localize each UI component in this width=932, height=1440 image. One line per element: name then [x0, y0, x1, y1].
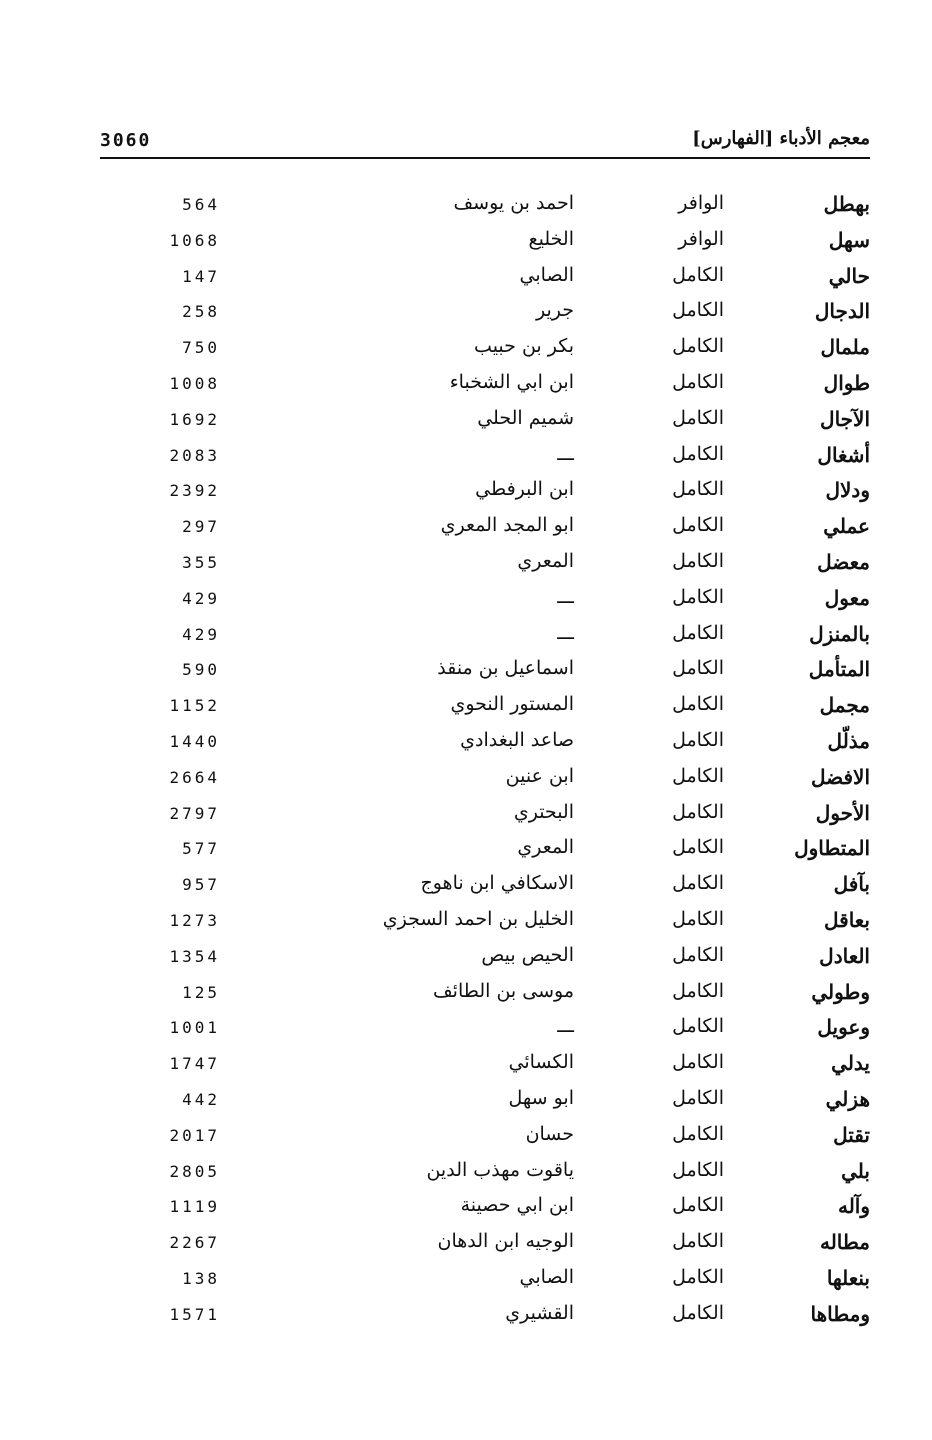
index-row — [0, 192, 932, 228]
rhyme-word: الافضل — [810, 764, 870, 789]
index-row — [0, 836, 932, 872]
poet-name: الخليل بن احمد السجزي — [382, 907, 574, 930]
rhyme-word: بلي — [841, 1158, 870, 1183]
poet-name: الصابي — [519, 263, 574, 286]
index-row — [0, 944, 932, 980]
index-row — [0, 1015, 932, 1051]
page-reference: 1571 — [169, 1304, 220, 1324]
poet-name: الكسائي — [508, 1051, 574, 1074]
page-reference: 355 — [182, 552, 220, 572]
poetic-meter: الكامل — [672, 1051, 724, 1074]
poet-name: القشيري — [505, 1301, 574, 1324]
index-row — [0, 1194, 932, 1230]
poet-name: الصابي — [519, 1265, 574, 1288]
poetic-meter: الكامل — [672, 585, 724, 608]
index-row — [0, 765, 932, 801]
page-reference: 2267 — [169, 1233, 220, 1253]
rhyme-word: المتطاول — [794, 836, 870, 861]
rhyme-word: طوال — [823, 370, 870, 395]
rhyme-word: بنعلها — [826, 1265, 870, 1290]
page-number: 3060 — [100, 130, 152, 151]
index-row — [0, 980, 932, 1016]
running-title: معجم الأدباء [الفهارس] — [692, 128, 870, 149]
index-row — [0, 908, 932, 944]
poetic-meter: الكامل — [672, 406, 724, 429]
poetic-meter: الكامل — [672, 1158, 724, 1181]
index-row — [0, 622, 932, 658]
index-row — [0, 1302, 932, 1338]
index-row — [0, 801, 932, 837]
rhyme-word: الأحول — [815, 800, 870, 825]
page-reference: 1692 — [169, 409, 220, 429]
poet-name: المعري — [517, 549, 574, 572]
rhyme-word: هزلي — [825, 1086, 870, 1111]
poet-name: بكر بن حبيب — [474, 335, 574, 358]
index-row — [0, 407, 932, 443]
poet-name: ابن ابي الشخباء — [449, 370, 574, 393]
poet-name: المستور النحوي — [450, 693, 574, 716]
poetic-meter: الكامل — [672, 1086, 724, 1109]
poetic-meter: الكامل — [672, 1265, 724, 1288]
poet-name: جرير — [536, 299, 574, 322]
index-row — [0, 693, 932, 729]
page-reference: 1068 — [169, 230, 220, 250]
rhyme-word: ودلال — [825, 478, 870, 503]
poet-name: ابن ابي حصينة — [460, 1194, 574, 1217]
page-reference: 2083 — [169, 445, 220, 465]
poet-name: حسان — [525, 1122, 574, 1145]
index-row — [0, 443, 932, 479]
poetic-meter: الكامل — [672, 800, 724, 823]
poet-name: البحتري — [513, 800, 574, 823]
rhyme-word: وآله — [837, 1194, 870, 1219]
rhyme-word: بهطل — [823, 192, 870, 216]
page-reference: 1008 — [169, 373, 220, 393]
rhyme-word: ملمال — [820, 335, 870, 360]
page-reference: 1119 — [169, 1197, 220, 1217]
poet-name: ـــ — [557, 621, 574, 644]
page-reference: 1273 — [169, 910, 220, 930]
poet-name: المعري — [517, 836, 574, 859]
poetic-meter: الكامل — [672, 693, 724, 716]
index-row — [0, 1123, 932, 1159]
rhyme-word: الدجال — [814, 299, 870, 324]
rhyme-word: معضل — [817, 549, 870, 574]
poetic-meter: الكامل — [672, 836, 724, 859]
page-reference: 258 — [182, 302, 220, 322]
index-row — [0, 1051, 932, 1087]
page-reference: 429 — [182, 624, 220, 644]
page-reference: 429 — [182, 588, 220, 608]
rhyme-word: العادل — [819, 943, 870, 968]
poetic-meter: الكامل — [672, 335, 724, 358]
page-reference: 750 — [182, 338, 220, 358]
poet-name: ياقوت مهذب الدين — [426, 1158, 574, 1181]
rhyme-word: الآجال — [820, 406, 870, 431]
page-reference: 297 — [182, 517, 220, 537]
page-reference: 1152 — [169, 696, 220, 716]
index-row — [0, 299, 932, 335]
rhyme-word: مطاله — [819, 1230, 870, 1255]
index-row — [0, 1087, 932, 1123]
index-row — [0, 1159, 932, 1195]
index-row — [0, 514, 932, 550]
index-row — [0, 264, 932, 300]
poetic-meter: الكامل — [672, 872, 724, 895]
page-reference: 1440 — [169, 731, 220, 751]
rhyme-word: بالمنزل — [809, 621, 870, 646]
poetic-meter: الكامل — [672, 263, 724, 286]
index-row — [0, 586, 932, 622]
page-reference: 1354 — [169, 946, 220, 966]
index-row — [0, 228, 932, 264]
poetic-meter: الكامل — [672, 370, 724, 393]
poet-name: احمد بن يوسف — [453, 192, 574, 214]
page-reference: 564 — [182, 195, 220, 214]
index-row — [0, 1230, 932, 1266]
poetic-meter: الكامل — [672, 621, 724, 644]
poetic-meter: الكامل — [672, 657, 724, 680]
index-row — [0, 657, 932, 693]
rhyme-word: أشغال — [817, 442, 870, 467]
rhyme-word: المتأمل — [808, 657, 870, 682]
rhyme-word: بآفل — [833, 872, 870, 897]
rhyme-word: وعويل — [817, 1015, 870, 1040]
poetic-meter: الكامل — [672, 1301, 724, 1324]
index-row — [0, 1266, 932, 1302]
poetic-meter: الكامل — [672, 1122, 724, 1145]
page-reference: 2805 — [169, 1161, 220, 1181]
page-reference: 957 — [182, 875, 220, 895]
page-reference: 590 — [182, 660, 220, 680]
poet-name: ـــ — [557, 585, 574, 608]
page-reference: 2017 — [169, 1125, 220, 1145]
index-row — [0, 335, 932, 371]
rhyme-word: يدلي — [831, 1051, 870, 1076]
poetic-meter: الكامل — [672, 299, 724, 322]
poetic-meter: الكامل — [672, 1015, 724, 1038]
poetic-meter: الكامل — [672, 979, 724, 1002]
page-reference: 577 — [182, 839, 220, 859]
poetic-meter: الكامل — [672, 442, 724, 465]
index-row — [0, 478, 932, 514]
page-reference: 1001 — [169, 1018, 220, 1038]
poetic-meter: الكامل — [672, 943, 724, 966]
poet-name: الوجيه ابن الدهان — [437, 1230, 574, 1253]
poet-name: اسماعيل بن منقذ — [437, 657, 574, 680]
poetic-meter: الوافر — [678, 192, 724, 214]
poet-name: ابو سهل — [508, 1086, 574, 1109]
poet-name: ـــ — [557, 1015, 574, 1038]
rhyme-word: وطولي — [811, 979, 870, 1004]
rhyme-word: عملي — [823, 514, 870, 539]
poet-name: شميم الحلي — [477, 406, 574, 429]
page-reference: 138 — [182, 1268, 220, 1288]
poet-name: صاعد البغدادي — [460, 728, 574, 751]
poet-name: ابو المجد المعري — [440, 514, 574, 537]
page-header — [100, 128, 870, 158]
page-reference: 442 — [182, 1089, 220, 1109]
rhyme-word: ومطاها — [810, 1301, 870, 1326]
rhyme-word: سهل — [828, 227, 870, 252]
index-row — [0, 872, 932, 908]
index-row — [0, 729, 932, 765]
rhyme-word: بعاقل — [823, 907, 870, 932]
header-rule — [100, 157, 870, 159]
index-table — [0, 192, 932, 1338]
poetic-meter: الكامل — [672, 1230, 724, 1253]
poet-name: الخليع — [528, 227, 574, 250]
poetic-meter: الكامل — [672, 478, 724, 501]
page-reference: 1747 — [169, 1054, 220, 1074]
page-reference: 2392 — [169, 481, 220, 501]
poet-name: الاسكافي ابن ناهوج — [420, 872, 574, 895]
rhyme-word: معول — [824, 585, 870, 610]
poetic-meter: الكامل — [672, 764, 724, 787]
rhyme-word: تقتل — [833, 1122, 870, 1147]
poet-name: موسى بن الطائف — [433, 979, 574, 1002]
poetic-meter: الكامل — [672, 549, 724, 572]
poetic-meter: الكامل — [672, 907, 724, 930]
rhyme-word: مجمل — [819, 693, 870, 718]
rhyme-word: مذلّل — [827, 728, 870, 753]
poet-name: ابن البرفطي — [475, 478, 574, 501]
page-reference: 2664 — [169, 767, 220, 787]
poet-name: ابن عنين — [505, 764, 574, 787]
poetic-meter: الوافر — [678, 227, 724, 250]
poetic-meter: الكامل — [672, 728, 724, 751]
page-reference: 2797 — [169, 803, 220, 823]
page-reference: 125 — [182, 982, 220, 1002]
index-row — [0, 371, 932, 407]
page-reference: 147 — [182, 266, 220, 286]
rhyme-word: حالي — [828, 263, 870, 288]
index-row — [0, 550, 932, 586]
poet-name: ـــ — [557, 442, 574, 465]
poetic-meter: الكامل — [672, 1194, 724, 1217]
poet-name: الحيص بيص — [481, 943, 574, 966]
poetic-meter: الكامل — [672, 514, 724, 537]
